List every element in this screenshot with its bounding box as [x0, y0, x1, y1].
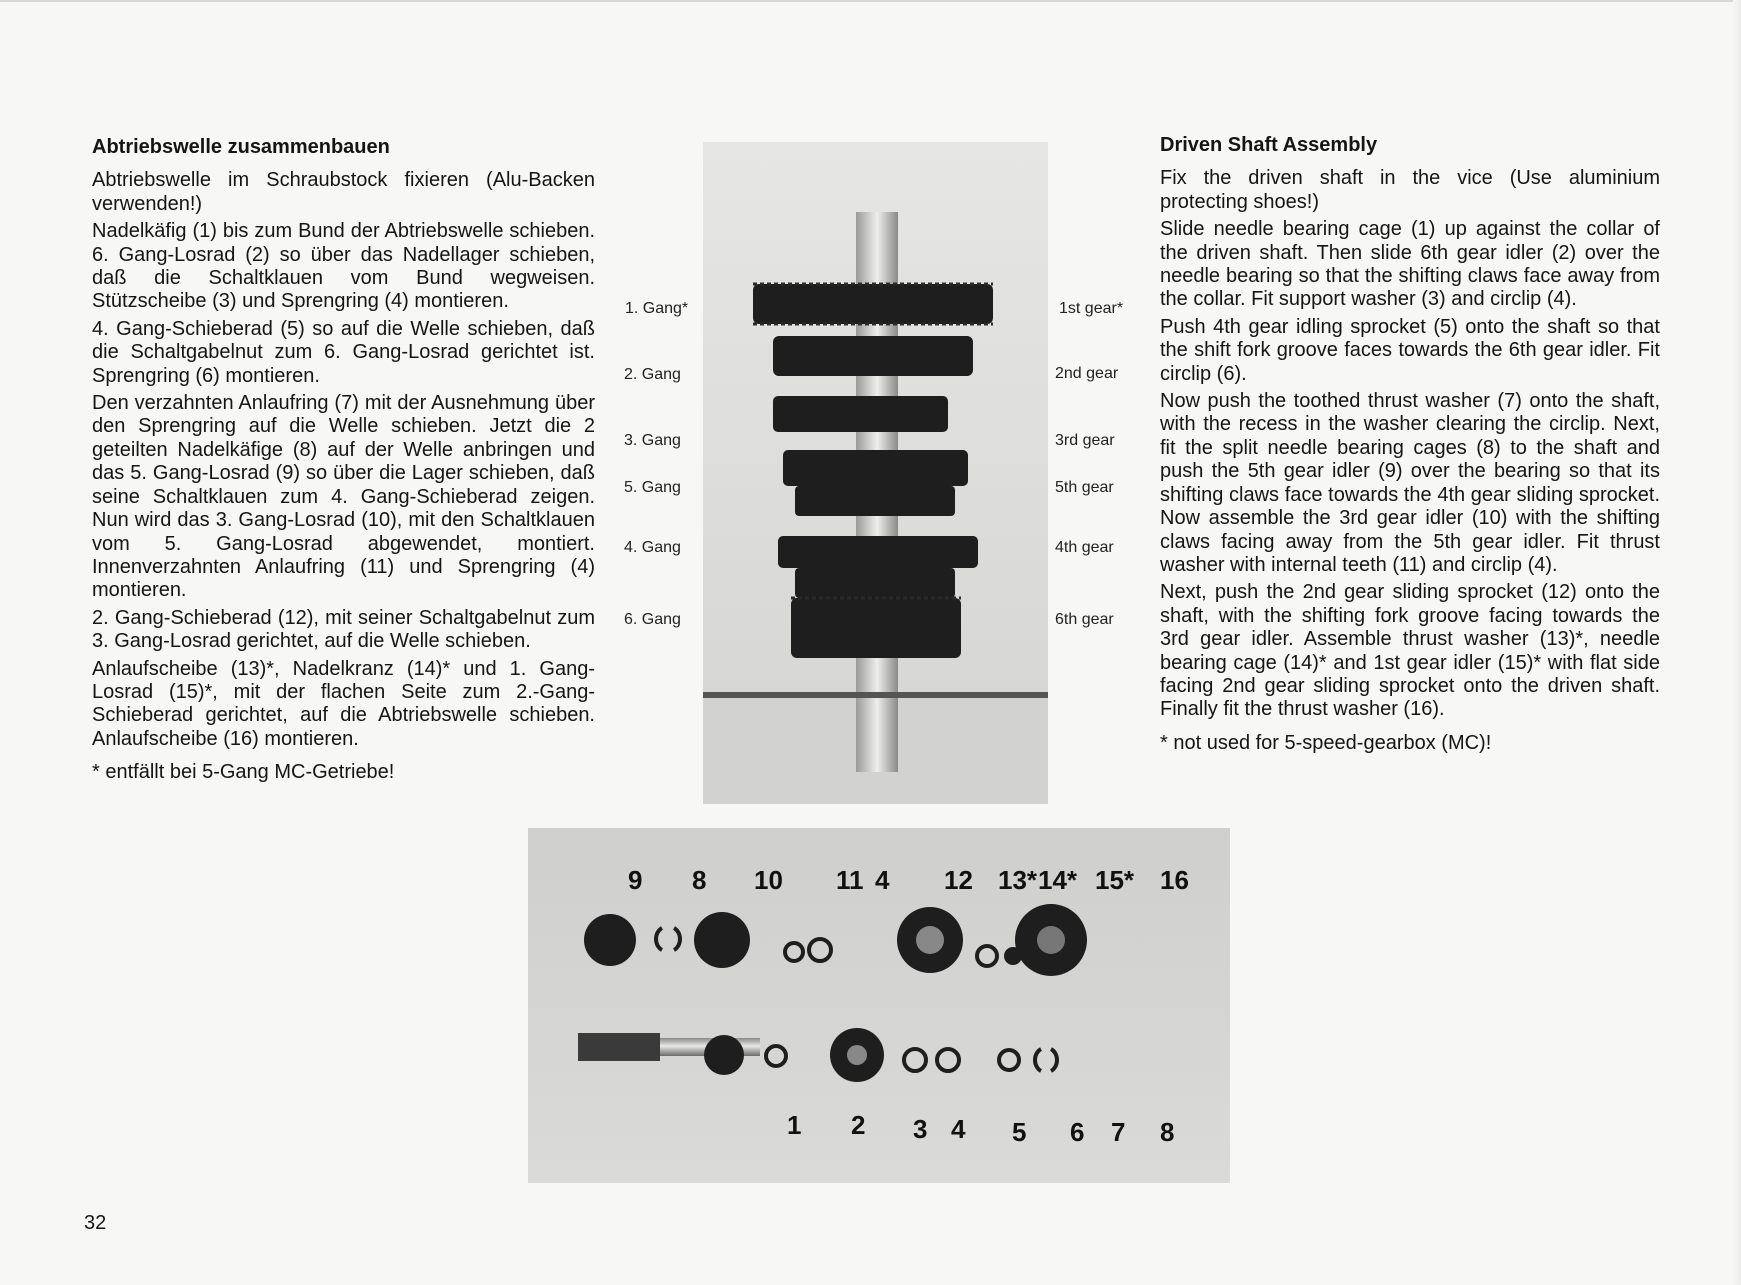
part-number: 4 [875, 865, 890, 895]
part-number: 3 [913, 1114, 928, 1144]
part-number: 1 [787, 1110, 802, 1140]
german-paragraph: Abtriebswelle im Schraubstock fixieren (Alu-Backen verwenden!) [92, 169, 595, 215]
german-paragraph: 4. Gang-Schieberad (5) so auf die Welle schieben, daß die Schaltgabelnut zum 6. Gang-Losrad gerichtet ist. Sprengring (6) montieren. [92, 317, 595, 387]
gear-label-left: 5. Gang [624, 479, 681, 496]
gear-label-right: 2nd gear [1055, 365, 1119, 382]
german-column [92, 136, 595, 789]
english-paragraph: Fix the driven shaft in the vice (Use aluminium protecting shoes!) [1160, 167, 1660, 213]
english-footnote: * not used for 5-speed-gearbox (MC)! [1160, 731, 1492, 754]
part-number: 16 [1160, 865, 1189, 895]
part-number: 15* [1095, 865, 1135, 895]
part-number: 11 [836, 865, 864, 895]
part-number: 8 [1160, 1117, 1175, 1147]
page-edge-shadow [1733, 0, 1741, 1285]
german-heading: Abtriebswelle zusammenbauen [92, 136, 390, 158]
assembled-shaft-photo [703, 142, 1048, 804]
part-number: 9 [628, 865, 643, 895]
part-number: 6 [1070, 1117, 1085, 1147]
german-paragraph: Anlaufscheibe (13)*, Nadelkranz (14)* und 1. Gang-Losrad (15)*, mit der flachen Seite zum 2.-Gang-Schieberad gerichtet, auf die Abtriebswelle schieben. Anlaufscheibe (16) montieren. [92, 657, 595, 750]
gear-label-right: 3rd gear [1055, 432, 1115, 449]
part-number: 4 [951, 1114, 966, 1144]
part-number: 2 [851, 1110, 866, 1140]
top-edge-line [0, 0, 1741, 2]
part-number: 14* [1038, 865, 1078, 895]
part-number: 7 [1111, 1117, 1126, 1147]
part-number: 5 [1012, 1117, 1027, 1147]
german-paragraph: Den verzahnten Anlaufring (7) mit der Ausnehmung über den Sprengring auf die Welle schieben. Jetzt die 2 geteilten Nadelkäfige (8) auf der Welle anbringen und das 5. Gang-Losrad (9) so über die Lager schieben, daß seine Schaltklauen zum 4. Gang-Schieberad zeigen. Nun wird das 3. Gang-Losrad (10), mit den Schaltklauen vom 5. Gang-Losrad abgewendet, montiert. Innenverzahnten Anlaufring (11) und Sprengring (4) montieren. [92, 392, 595, 602]
german-footnote: * entfällt bei 5-Gang MC-Getriebe! [92, 761, 395, 784]
english-heading: Driven Shaft Assembly [1160, 134, 1378, 156]
part-number: 8 [692, 865, 707, 895]
gear-label-left: 4. Gang [624, 539, 681, 556]
part-number: 10 [754, 865, 783, 895]
english-paragraph: Next, push the 2nd gear sliding sprocket (12) onto the shaft, with the shifting fork groove facing towards the 3rd gear idler. Assemble thrust washer (13)*, needle bearing cage (14)* and 1st gear idler (15)* with flat side facing 2nd gear sliding sprocket onto the driven shaft. Finally fit the thrust washer (16). [1160, 581, 1660, 721]
gear-label-right: 6th gear [1055, 611, 1114, 628]
gear-label-right: 5th gear [1055, 479, 1114, 496]
english-paragraph: Push 4th gear idling sprocket (5) onto the shaft so that the shift fork groove faces towards the 6th gear idler. Fit circlip (6). [1160, 315, 1660, 385]
gear-label-right: 1st gear* [1059, 300, 1124, 317]
gear-label-left: 3. Gang [624, 432, 681, 449]
gear-label-left: 6. Gang [624, 611, 681, 628]
english-column [1160, 134, 1660, 759]
page-number: 32 [84, 1212, 107, 1234]
gear-label-left: 2. Gang [624, 366, 681, 383]
part-number: 12 [944, 865, 973, 895]
part-number: 13* [998, 865, 1038, 895]
english-paragraph: Now push the toothed thrust washer (7) onto the shaft, with the recess in the washer clearing the circlip. Next, fit the split needle bearing cages (8) to the shaft and push the 5th gear idler (9) over the bearing so that its shifting claws face towards the 4th gear sliding sprocket. Now assemble the 3rd gear idler (10) with the shifting claws facing away from the 5th gear idler. Fit thrust washer with internal teeth (11) and circlip (4). [1160, 390, 1660, 576]
english-paragraph: Slide needle bearing cage (1) up against the collar of the driven shaft. Then slide 6th gear idler (2) over the needle bearing so that the shifting claws face away from the collar. Fit support washer (3) and circlip (4). [1160, 218, 1660, 311]
gear-label-left: 1. Gang* [625, 300, 689, 317]
gear-label-right: 4th gear [1055, 539, 1114, 556]
german-paragraph: Nadelkäfig (1) bis zum Bund der Abtriebswelle schieben. 6. Gang-Losrad (2) so über das Nadellager schieben, daß die Schaltklauen vom Bund wegweisen. Stützscheibe (3) und Sprengring (4) montieren. [92, 220, 595, 313]
german-paragraph: 2. Gang-Schieberad (12), mit seiner Schaltgabelnut zum 3. Gang-Losrad gerichtet, auf die Welle schieben. [92, 606, 595, 653]
